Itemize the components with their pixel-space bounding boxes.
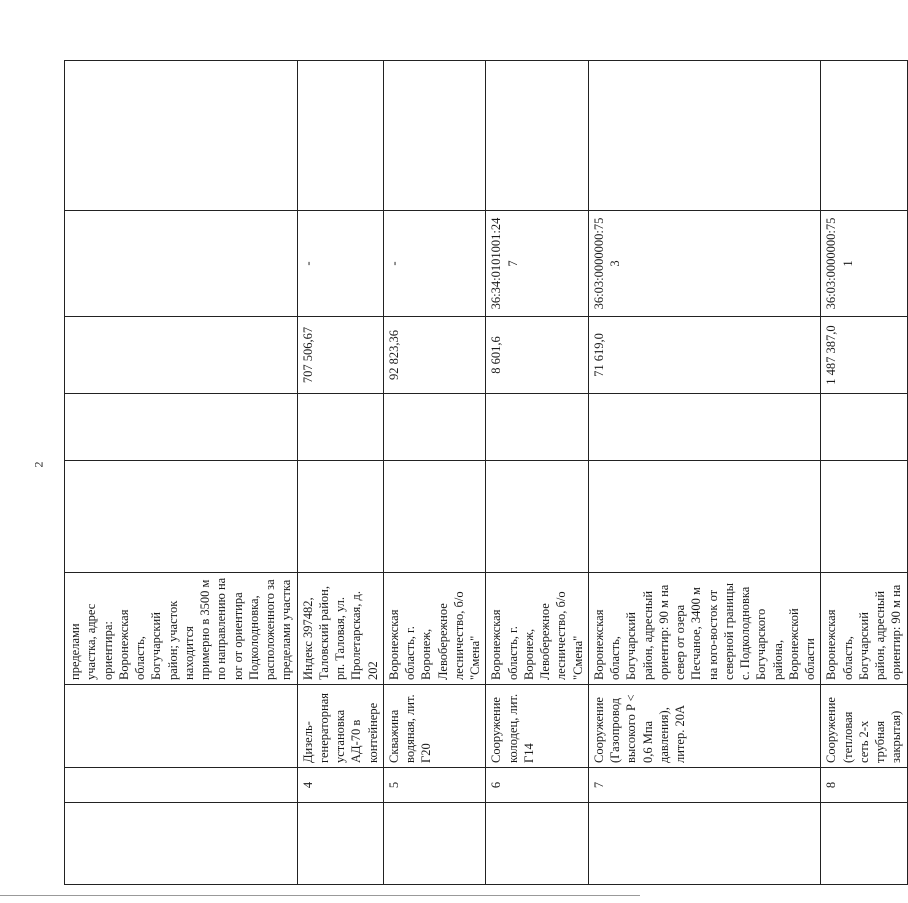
empty-cell: [65, 394, 298, 461]
left-margin-cell: [65, 803, 298, 885]
page-number: 2: [31, 461, 46, 468]
right-margin-cell: [486, 61, 589, 211]
property-table: [64, 60, 908, 885]
left-margin-cell: [297, 803, 383, 885]
row-number-cell: 4: [297, 768, 383, 803]
cadastre-cell: -: [297, 211, 383, 317]
empty-cell: [821, 394, 907, 461]
cadastre-cell: 36:34:0101001:247: [486, 211, 589, 317]
address-cell: Воронежская область, Богучарский район, адресный ориентир: 90 м на: [821, 573, 907, 685]
row-number-cell: 5: [383, 768, 486, 803]
cadastre-cell: -: [383, 211, 486, 317]
address-cell: Воронежская область, г. Воронеж, Левобережное лесничество, б/о "Смена": [486, 573, 589, 685]
empty-cell: [297, 394, 383, 461]
table-row: [297, 61, 383, 885]
empty-cell: [383, 394, 486, 461]
left-margin-cell: [588, 803, 821, 885]
left-margin-cell: [486, 803, 589, 885]
right-margin-cell: [821, 61, 907, 211]
value-cell: 8 601,6: [486, 317, 589, 394]
empty-cell: [486, 394, 589, 461]
left-margin-cell: [383, 803, 486, 885]
object-name-cell: Сооружение колодец, лит. Г14: [486, 685, 589, 768]
right-margin-cell: [588, 61, 821, 211]
value-cell: 707 506,67: [297, 317, 383, 394]
left-margin-cell: [821, 803, 907, 885]
empty-cell: [821, 461, 907, 573]
row-number-cell: 6: [486, 768, 589, 803]
right-margin-cell: [383, 61, 486, 211]
value-cell: 1 487 387,0: [821, 317, 907, 394]
address-cell: пределами участка, адрес ориентира: Воронежская область, Богучарский район; участок находится примерно в 3500 м по направлению на юг от ориентира Подколодновка, расположенного за пределами участка: [65, 573, 298, 685]
address-cell: Индекс 397482, Таловский район, рп. Таловая, ул. Пролетарская, д. 202: [297, 573, 383, 685]
right-margin-cell: [297, 61, 383, 211]
object-name-cell: Сооружение (тепловая сеть 2-х трубная закрытая): [821, 685, 907, 768]
row-number-cell: 7: [588, 768, 821, 803]
empty-cell: [588, 461, 821, 573]
value-cell: 71 619,0: [588, 317, 821, 394]
table-row: [821, 61, 907, 885]
table-row: [383, 61, 486, 885]
value-cell: [65, 317, 298, 394]
empty-cell: [588, 394, 821, 461]
right-margin-cell: [65, 61, 298, 211]
empty-cell: [297, 461, 383, 573]
row-number-cell: [65, 768, 298, 803]
address-cell: Воронежская область, Богучарский район, адресный ориентир: 90 м на север от озера Песчаное, 3400 м на юго-восток от северной границы с. Подколодновка Богучарского района, Воронежской области: [588, 573, 821, 685]
cadastre-cell: [65, 211, 298, 317]
empty-cell: [383, 461, 486, 573]
empty-cell: [486, 461, 589, 573]
object-name-cell: Сооружение (Газопровод высокого P < 0,6 Мпа давления), литер. 20А: [588, 685, 821, 768]
object-name-cell: Скважина водяная, лит. Г20: [383, 685, 486, 768]
row-number-cell: 8: [821, 768, 907, 803]
object-name-cell: [65, 685, 298, 768]
table-row: [486, 61, 589, 885]
rotated-table-container: [64, 60, 904, 885]
table-row: [588, 61, 821, 885]
empty-cell: [65, 461, 298, 573]
cadastre-cell: 36:03:0000000:753: [588, 211, 821, 317]
cadastre-cell: 36:03:0000000:751: [821, 211, 907, 317]
object-name-cell: Дизель-генераторная установка АД-70 в контейнере: [297, 685, 383, 768]
table-row: [65, 61, 298, 885]
page-bottom-rule: [0, 895, 640, 896]
address-cell: Воронежская область, г. Воронеж, Левобережное лесничество, б/о "Смена": [383, 573, 486, 685]
value-cell: 92 823,36: [383, 317, 486, 394]
